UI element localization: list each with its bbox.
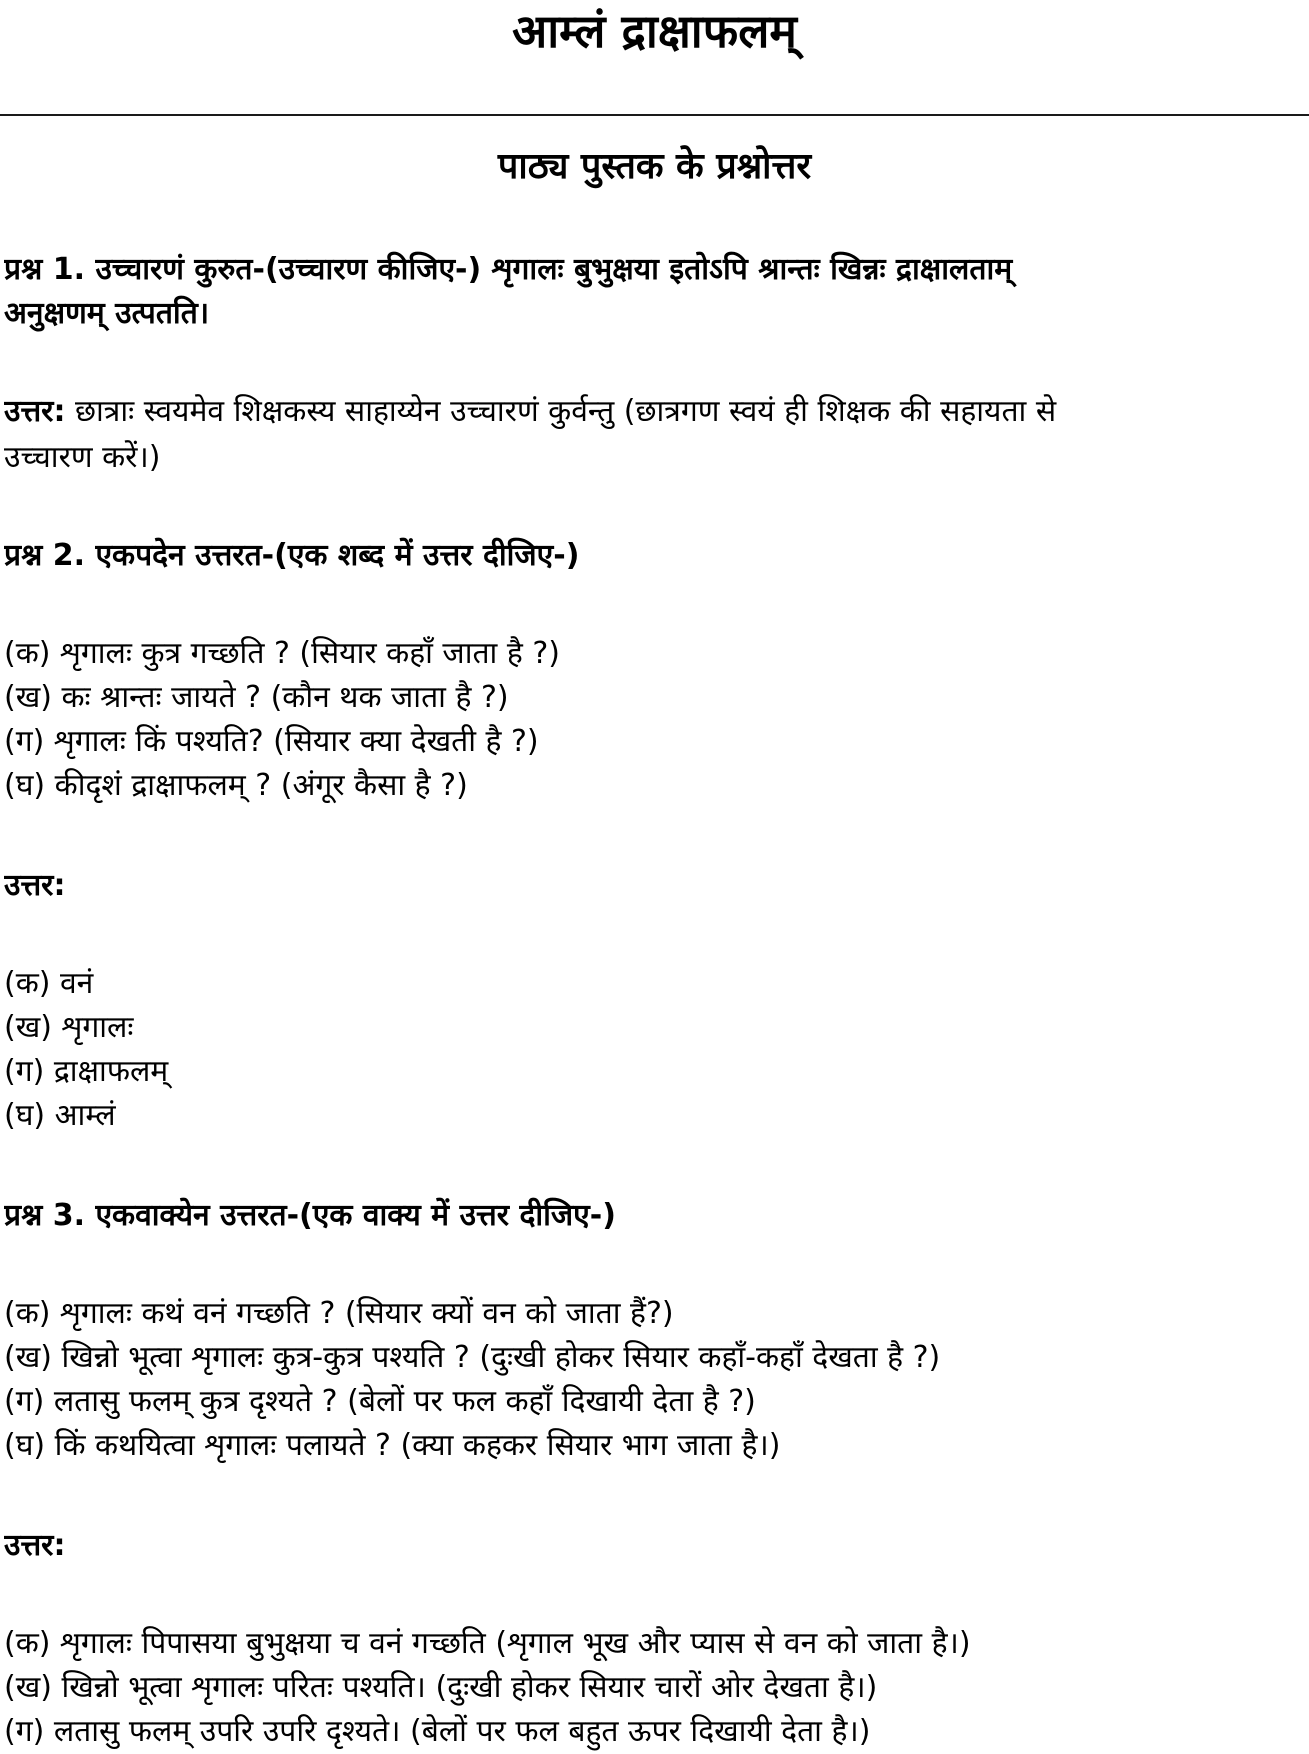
question-1-line-1: प्रश्न 1. उच्चारणं कुरुत-(उच्चारण कीजिए-) शृगालः बुभुक्षया इतोऽपि श्रान्तः खिन्नः द्राक्षालताम् [4,252,1013,287]
section-subtitle: पाठ्य पुस्तक के प्रश्नोत्तर [497,146,812,187]
answer-2-item-kha: (ख) शृगालः [4,1010,134,1045]
answer-2-label: उत्तर: [4,868,66,903]
answer-3-item-kha: (ख) खिन्नो भूत्वा शृगालः परितः पश्यति। (दुःखी होकर सियार चारों ओर देखता है।) [4,1670,878,1705]
answer-1-line-2: उच्चारण करें।) [4,440,161,475]
answer-3-item-ga: (ग) लतासु फलम् उपरि उपरि दृश्यते। (बेलों पर फल बहुत ऊपर दिखायी देता है।) [4,1714,871,1749]
question-3-item-ka: (क) शृगालः कथं वनं गच्छति ? (सियार क्यों वन को जाता हैं?) [4,1296,674,1331]
answer-2-item-ka: (क) वनं [4,966,94,1001]
question-3-heading: प्रश्न 3. एकवाक्येन उत्तरत-(एक वाक्य में उत्तर दीजिए-) [4,1198,616,1233]
answer-3-item-ka: (क) शृगालः पिपासया बुभुक्षया च वनं गच्छति (शृगाल भूख और प्यास से वन को जाता है।) [4,1626,971,1661]
answer-2-item-ga: (ग) द्राक्षाफलम् [4,1054,169,1089]
question-2-item-ka: (क) शृगालः कुत्र गच्छति ? (सियार कहाँ जाता है ?) [4,636,560,671]
question-1-line-2: अनुक्षणम् उत्पतति। [4,296,210,331]
answer-1-text: छात्राः स्वयमेव शिक्षकस्य साहाय्येन उच्चारणं कुर्वन्तु (छात्रगण स्वयं ही शिक्षक की सहायता से [65,394,1057,429]
answer-2-item-gha: (घ) आम्लं [4,1098,116,1133]
question-2-item-ga: (ग) शृगालः किं पश्यति? (सियार क्या देखती है ?) [4,724,539,759]
question-2-item-kha: (ख) कः श्रान्तः जायते ? (कौन थक जाता है ?) [4,680,509,715]
answer-label: उत्तर: [4,394,66,429]
question-2-item-gha: (घ) कीदृशं द्राक्षाफलम् ? (अंगूर कैसा है ?) [4,768,468,803]
question-2-heading: प्रश्न 2. एकपदेन उत्तरत-(एक शब्द में उत्तर दीजिए-) [4,538,580,573]
answer-3-label: उत्तर: [4,1528,66,1563]
question-3-item-ga: (ग) लतासु फलम् कुत्र दृश्यते ? (बेलों पर फल कहाँ दिखायी देता है ?) [4,1384,756,1419]
question-3-item-gha: (घ) किं कथयित्वा शृगालः पलायते ? (क्या कहकर सियार भाग जाता है।) [4,1428,781,1463]
title-divider [0,114,1309,116]
question-3-item-kha: (ख) खिन्नो भूत्वा शृगालः कुत्र-कुत्र पश्यति ? (दुःखी होकर सियार कहाँ-कहाँ देखता है ?) [4,1340,941,1375]
answer-1-line-1 [4,390,1304,434]
page-title: आम्लं द्राक्षाफलम् [512,4,797,58]
